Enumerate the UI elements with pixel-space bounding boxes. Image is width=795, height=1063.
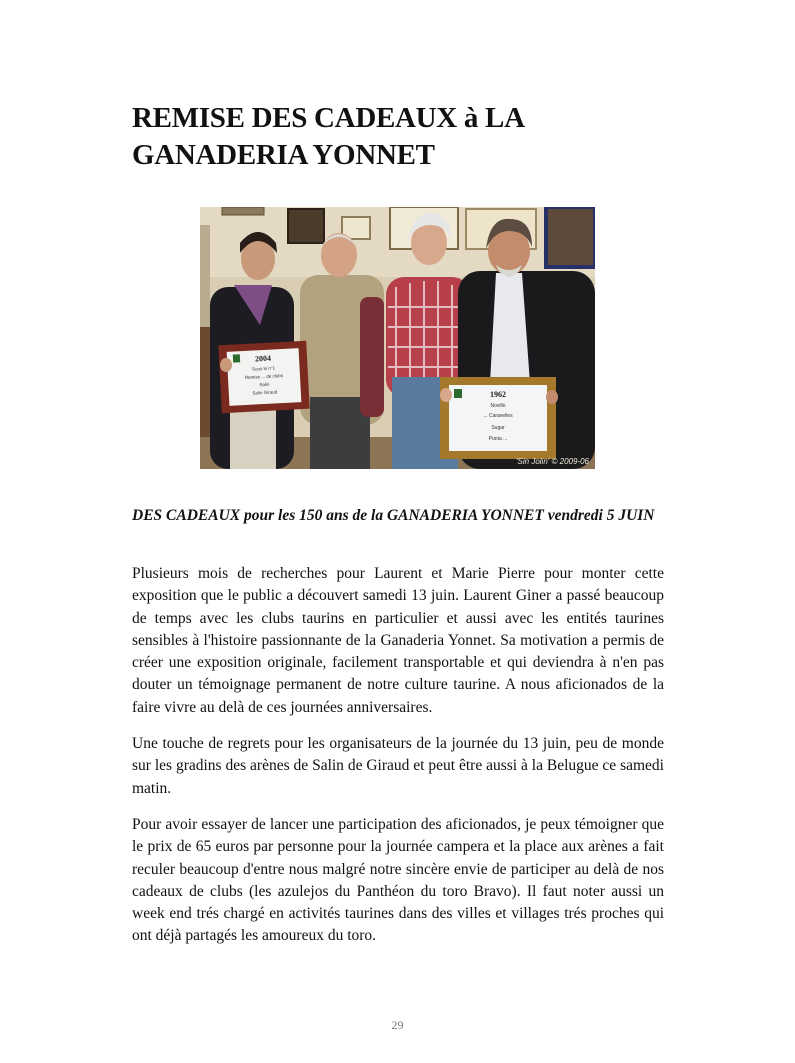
paragraph: Une touche de regrets pour les organisateurs de la journée du 13 juin, peu de monde sur les gradins des arènes de Salin de Giraud et peut être aussi à la Belugue ce samedi matin.	[132, 735, 664, 797]
page-number: 29	[391, 1018, 404, 1032]
left-plaque	[218, 341, 309, 414]
right-plaque-line: Sugar	[491, 425, 505, 431]
paragraph: Plusieurs mois de recherches pour Laurent et Marie Pierre pour monter cette exposition que le public a découvert samedi 13 juin. Laurent Giner a passé beaucoup de temps avec les clubs taurins en particulier et aussi avec les entités taurines sensibles à l'histoire passionnante de la Ganaderia Yonnet. Sa motivation a permis de créer une exposition originale, facilement transportable et qui deviendra à n'en pas douter un témoignage permanent de notre culture taurine. A nous aficionados de la faire vivre au delà de ces journées anniversaires.	[132, 565, 664, 716]
photo-credit: 'Sin Jolin' © 2009-06	[516, 457, 589, 466]
right-plaque-line: Novillo	[490, 403, 506, 409]
page-title: REMISE DES CADEAUX à LA GANADERIA YONNET	[132, 102, 524, 171]
right-plaque	[440, 377, 556, 459]
article-body	[132, 563, 664, 962]
left-plaque-year: 2004	[254, 353, 272, 364]
photo-illustration	[200, 207, 595, 469]
left-plaque-line: Remise ... de clubs	[244, 373, 284, 380]
right-plaque-line: Punta ...	[488, 436, 508, 442]
left-plaque-line: Salin	[259, 381, 270, 388]
article-subtitle: DES CADEAUX pour les 150 ans de la GANADERIA YONNET vendredi 5 JUIN	[132, 507, 655, 524]
right-plaque-year: 1962	[490, 390, 506, 399]
left-plaque-line: Sous le n°1	[251, 365, 276, 372]
paragraph: Pour avoir essayer de lancer une participation des aficionados, je peux témoigner que le prix de 65 euros par personne pour la journée campera et la place aux arènes a fait reculer beaucoup d'entre nous malgré notre sincère envie de participer au delà de nos cadeaux de clubs (les azulejos du Panthéon du toro Bravo). Il faut noter aussi un week end trés chargé en activités taurines dans des villes et villages trés proches qui ont déjà partagés les amoureux du toro.	[132, 815, 664, 945]
event-photo	[200, 207, 595, 469]
left-plaque-line: Salin Giraud	[252, 389, 278, 396]
right-plaque-line: ... Caravelles	[483, 413, 513, 419]
